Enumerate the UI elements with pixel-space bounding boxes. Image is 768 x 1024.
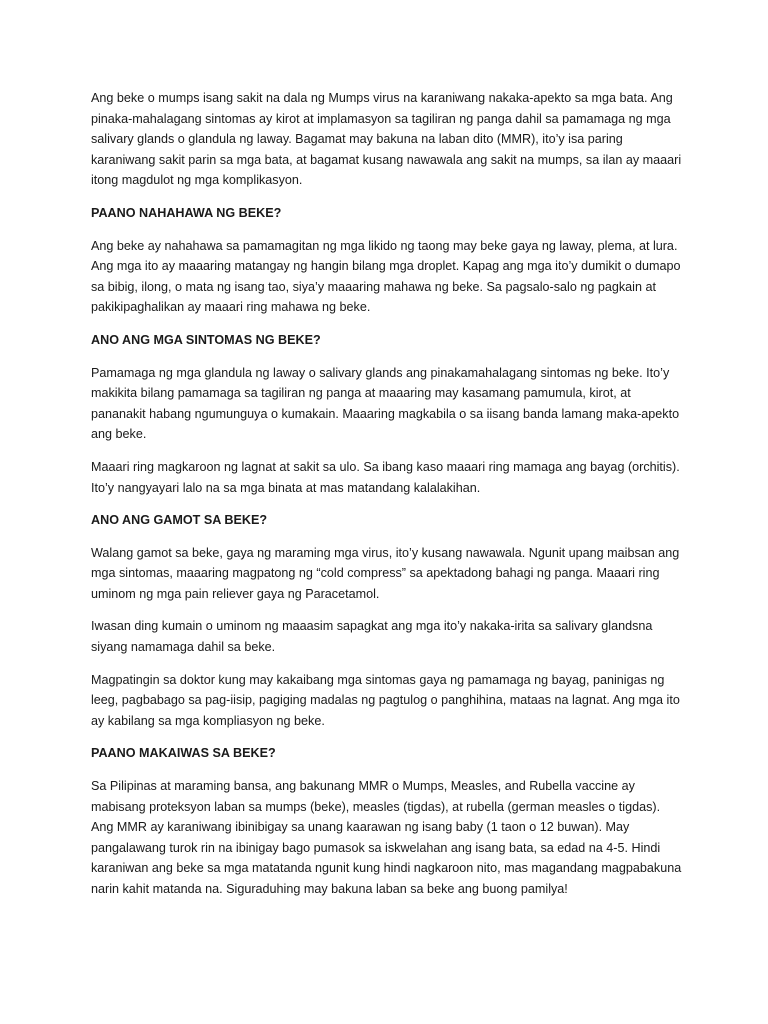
- intro-paragraph: Ang beke o mumps isang sakit na dala ng Mumps virus na karaniwang nakaka-apekto sa mga bata. Ang pinaka-mahalagang sintomas ay kirot at implamasyon sa tagiliran ng panga dahil sa pamamaga ng mga salivary glands o glandula ng laway. Bagamat may bakuna na laban dito (MMR), ito’y isa paring karaniwang sakit parin sa mga bata, at bagamat kusang nawawala ang sakit na mumps, sa ilan ay maaari itong magdulot ng mga komplikasyon.: [91, 91, 682, 188]
- symptoms-paragraph-2: Maaari ring magkaroon ng lagnat at sakit sa ulo. Sa ibang kaso maaari ring mamaga ang bayag (orchitis). Ito’y nangyayari lalo na sa mga binata at mas matandang kalalakihan.: [91, 459, 680, 495]
- document-page: [91, 88, 683, 912]
- heading-treatment: ANO ANG GAMOT SA BEKE?: [91, 513, 268, 528]
- symptoms-paragraph-1: Pamamaga ng mga glandula ng laway o salivary glands ang pinakamahalagang sintomas ng beke. Ito’y makikita bilang pamamaga sa tagiliran ng panga at maaaring may kasamang pamumula, kirot, at pananakit habang ngumunguya o kumakain. Maaaring magkabila o sa iisang banda lamang maka-apekto ang beke.: [91, 365, 680, 442]
- heading-prevention: PAANO MAKAIWAS SA BEKE?: [91, 746, 276, 761]
- transmission-paragraph: Ang beke ay nahahawa sa pamamagitan ng mga likido ng taong may beke gaya ng laway, plema, at lura. Ang mga ito ay maaaring matangay ng hangin bilang mga droplet. Kapag ang mga ito’y dumikit o dumapo sa bibig, ilong, o mata ng isang tao, siya’y maaaring mahawa ng beke. Sa pagsalo-salo ng pagkain at pakikipaghalikan ay maaari ring mahawa ng beke.: [91, 238, 681, 315]
- prevention-paragraph: Sa Pilipinas at maraming bansa, ang bakunang MMR o Mumps, Measles, and Rubella vaccine ay mabisang proteksyon laban sa mumps (beke), measles (tigdas), at rubella (german measles o tigdas). Ang MMR ay karaniwang ibinibigay sa unang kaarawan ng isang baby (1 taon o 12 buwan). May pangalawang turok rin na ibinigay bago pumasok sa iskwelahan ang isang bata, sa edad na 4-5. Hindi karaniwan ang beke sa mga matatanda ngunit kung hindi nagkaroon nito, mas magandang magpabakuna narin kahit matanda na. Siguraduhing may bakuna laban sa beke ang buong pamilya!: [91, 779, 682, 896]
- treatment-paragraph-1: Walang gamot sa beke, gaya ng maraming mga virus, ito’y kusang nawawala. Ngunit upang maibsan ang mga sintomas, maaaring magpatong ng “cold compress” sa apektadong bahagi ng panga. Maaari ring uminom ng mga pain reliever gaya ng Paracetamol.: [91, 545, 680, 601]
- heading-symptoms: ANO ANG MGA SINTOMAS NG BEKE?: [91, 332, 321, 347]
- treatment-paragraph-3: Magpatingin sa doktor kung may kakaibang mga sintomas gaya ng pamamaga ng bayag, paninigas ng leeg, pagbabago sa pag-iisip, pagiging madalas ng pagtulog o panghihina, mataas na lagnat. Ang mga ito ay kabilang sa mga kompliasyon ng beke.: [91, 672, 680, 728]
- heading-transmission: PAANO NAHAHAWA NG BEKE?: [91, 205, 282, 220]
- treatment-paragraph-2: Iwasan ding kumain o uminom ng maaasim sapagkat ang mga ito’y nakaka-irita sa salivary glandsna siyang namamaga dahil sa beke.: [91, 619, 653, 655]
